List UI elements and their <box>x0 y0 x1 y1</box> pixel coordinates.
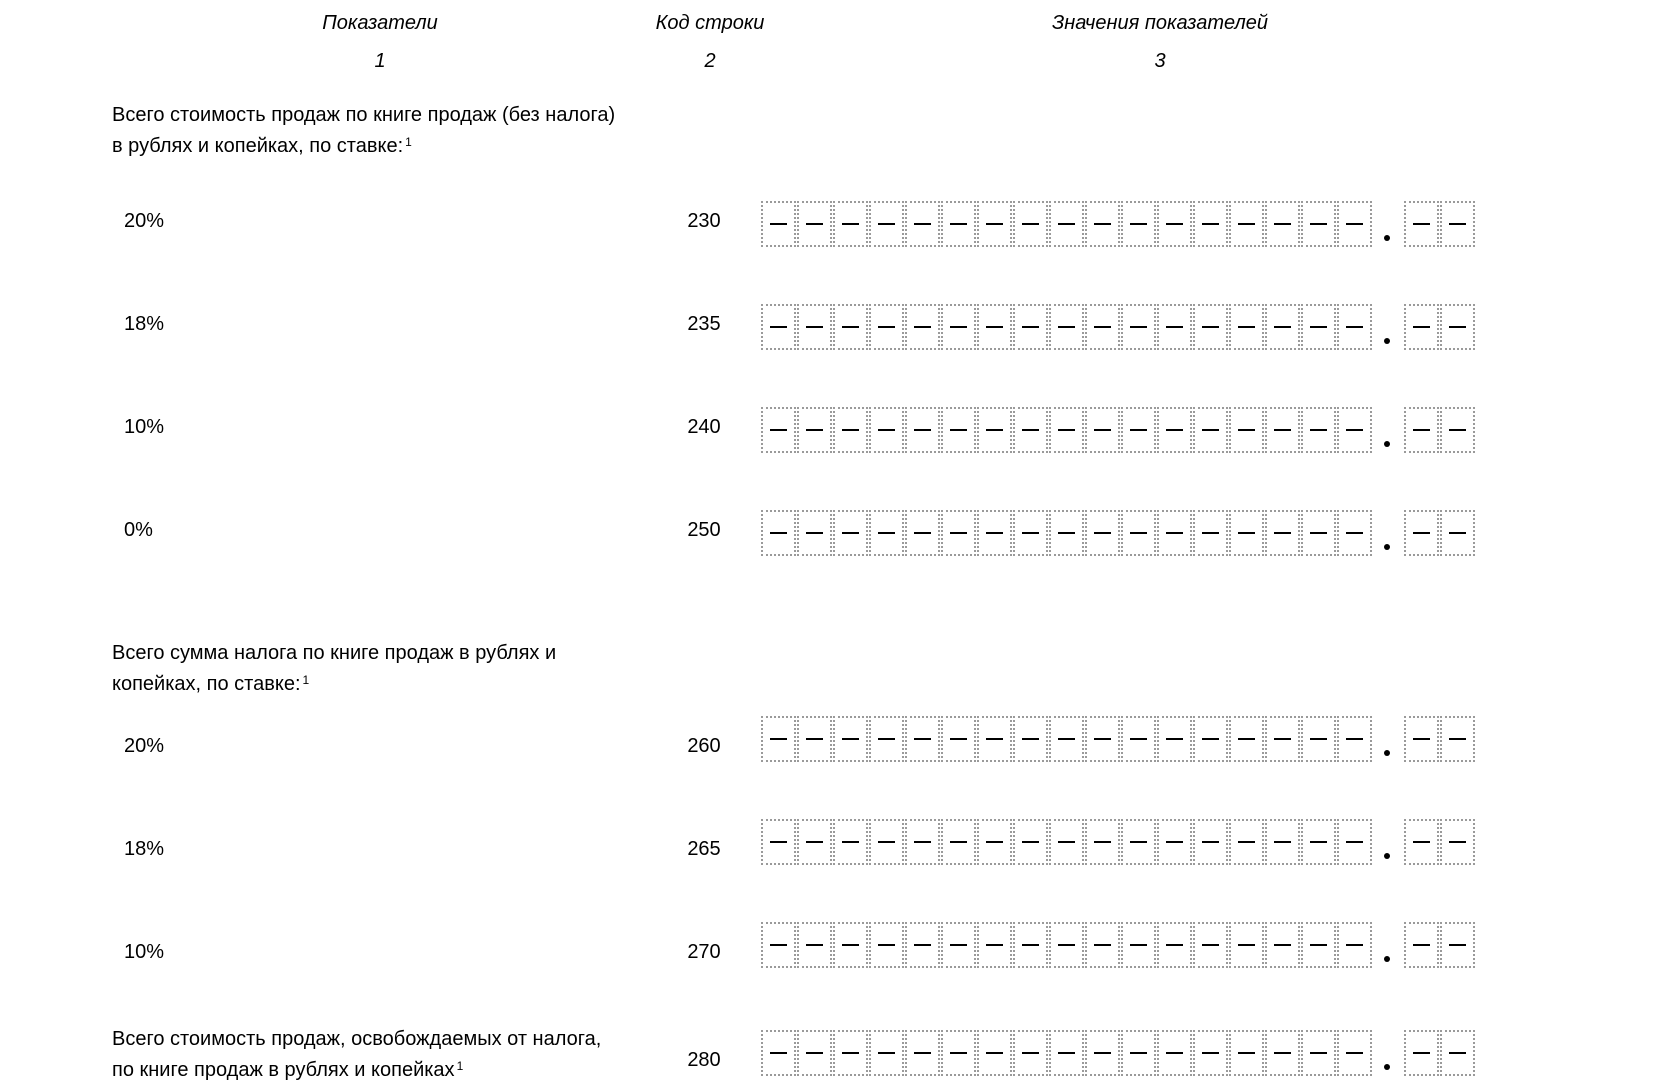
digit-cell[interactable] <box>1157 407 1192 453</box>
digit-cell[interactable] <box>833 510 868 556</box>
digit-cell[interactable] <box>977 716 1012 762</box>
digit-cell[interactable] <box>1085 407 1120 453</box>
digit-cell[interactable] <box>977 407 1012 453</box>
section-sales-value-label <box>112 100 615 162</box>
digit-cell[interactable] <box>941 922 976 968</box>
digit-cell[interactable] <box>1157 201 1192 247</box>
digit-cell[interactable] <box>1121 1030 1156 1076</box>
digit-cell[interactable] <box>1157 922 1192 968</box>
digit-cell[interactable] <box>1265 1030 1300 1076</box>
section-exempt-line2-wrap <box>112 1055 601 1086</box>
decimal-point <box>1384 235 1390 241</box>
digit-cell[interactable] <box>1337 304 1372 350</box>
rate-label: 10% <box>124 941 165 963</box>
digit-cell[interactable] <box>869 510 904 556</box>
decimal-digit-cell[interactable] <box>1440 819 1475 865</box>
line-code: 250 <box>687 519 721 541</box>
digit-cell[interactable] <box>1085 201 1120 247</box>
footnote-marker: 1 <box>456 1059 464 1073</box>
digit-cell[interactable] <box>1229 407 1264 453</box>
decimal-digit-cell[interactable] <box>1404 716 1439 762</box>
digit-cell[interactable] <box>1049 716 1084 762</box>
digit-cell[interactable] <box>1085 819 1120 865</box>
digit-cell[interactable] <box>1121 201 1156 247</box>
digit-cell[interactable] <box>797 716 832 762</box>
digit-cell[interactable] <box>761 922 796 968</box>
digit-cell[interactable] <box>1049 510 1084 556</box>
digit-cell[interactable] <box>1193 922 1228 968</box>
digit-cell[interactable] <box>977 304 1012 350</box>
decimal-point <box>1384 544 1390 550</box>
section-sales-line2: в рублях и копейках, по ставке: <box>112 135 404 157</box>
digit-cell[interactable] <box>833 201 868 247</box>
digit-cell[interactable] <box>1301 1030 1336 1076</box>
decimal-digit-cell[interactable] <box>1404 819 1439 865</box>
column-header-indicators: Показатели <box>322 12 438 34</box>
digit-cell[interactable] <box>941 201 976 247</box>
digit-cell[interactable] <box>1301 510 1336 556</box>
decimal-point <box>1384 956 1390 962</box>
digit-cell[interactable] <box>905 510 940 556</box>
digit-cell[interactable] <box>1013 819 1048 865</box>
digit-cell[interactable] <box>1049 819 1084 865</box>
digit-cell[interactable] <box>1301 819 1336 865</box>
digit-cell[interactable] <box>1121 510 1156 556</box>
decimal-point <box>1384 853 1390 859</box>
digit-cell[interactable] <box>1229 922 1264 968</box>
digit-cell[interactable] <box>1337 510 1372 556</box>
column-header-line-code: Код строки <box>655 12 765 34</box>
digit-cell[interactable] <box>869 1030 904 1076</box>
digit-cell[interactable] <box>1229 201 1264 247</box>
column-number-1: 1 <box>374 50 386 72</box>
section-exempt-sales-label <box>112 1024 601 1086</box>
digit-cell[interactable] <box>1265 922 1300 968</box>
digit-cell[interactable] <box>1013 407 1048 453</box>
line-code: 235 <box>687 313 721 335</box>
digit-cell[interactable] <box>1121 407 1156 453</box>
line-code: 270 <box>687 941 721 963</box>
column-header-values: Значения показателей <box>1051 12 1268 34</box>
digit-cell[interactable] <box>1013 304 1048 350</box>
digit-cell[interactable] <box>869 922 904 968</box>
digit-cell[interactable] <box>1157 304 1192 350</box>
digit-cell[interactable] <box>1013 922 1048 968</box>
digit-cell[interactable] <box>797 922 832 968</box>
decimal-digit-cell[interactable] <box>1404 407 1439 453</box>
decimal-digit-cell[interactable] <box>1404 922 1439 968</box>
digit-cell[interactable] <box>905 922 940 968</box>
digit-cell[interactable] <box>1229 304 1264 350</box>
digit-cell[interactable] <box>941 1030 976 1076</box>
digit-cell[interactable] <box>797 304 832 350</box>
digit-cell[interactable] <box>1337 407 1372 453</box>
digit-cell[interactable] <box>761 407 796 453</box>
section-sales-line2-wrap <box>112 131 615 162</box>
digit-cell[interactable] <box>1265 201 1300 247</box>
digit-cell[interactable] <box>1013 201 1048 247</box>
digit-cell[interactable] <box>1229 819 1264 865</box>
digit-cell[interactable] <box>1121 922 1156 968</box>
digit-cell[interactable] <box>1013 1030 1048 1076</box>
digit-cell[interactable] <box>1121 716 1156 762</box>
digit-cell[interactable] <box>1193 819 1228 865</box>
digit-cell[interactable] <box>797 407 832 453</box>
digit-cell[interactable] <box>905 819 940 865</box>
rate-label: 20% <box>124 210 165 232</box>
decimal-digit-cell[interactable] <box>1440 1030 1475 1076</box>
line-code: 280 <box>687 1049 721 1071</box>
line-code: 260 <box>687 735 721 757</box>
column-number-2: 2 <box>704 50 716 72</box>
digit-cell[interactable] <box>941 407 976 453</box>
decimal-digit-cell[interactable] <box>1440 716 1475 762</box>
decimal-digit-cell[interactable] <box>1440 407 1475 453</box>
digit-cell[interactable] <box>1301 407 1336 453</box>
digit-cell[interactable] <box>1157 819 1192 865</box>
digit-cell[interactable] <box>869 819 904 865</box>
digit-cell[interactable] <box>1085 1030 1120 1076</box>
digit-cell[interactable] <box>1337 716 1372 762</box>
digit-cell[interactable] <box>905 407 940 453</box>
decimal-digit-cell[interactable] <box>1440 201 1475 247</box>
digit-cell[interactable] <box>797 819 832 865</box>
digit-cell[interactable] <box>1049 922 1084 968</box>
digit-cell[interactable] <box>869 407 904 453</box>
digit-cell[interactable] <box>1049 407 1084 453</box>
digit-cell[interactable] <box>833 1030 868 1076</box>
digit-cell[interactable] <box>1157 510 1192 556</box>
digit-cell[interactable] <box>977 1030 1012 1076</box>
digit-cell[interactable] <box>869 304 904 350</box>
digit-cell[interactable] <box>761 716 796 762</box>
digit-cell[interactable] <box>1337 1030 1372 1076</box>
digit-cell[interactable] <box>1229 1030 1264 1076</box>
section-tax-line1: Всего сумма налога по книге продаж в рублях и <box>112 642 557 664</box>
section-tax-line2: копейках, по ставке: <box>112 673 301 695</box>
digit-cell[interactable] <box>1337 819 1372 865</box>
digit-cell[interactable] <box>1301 716 1336 762</box>
digit-cell[interactable] <box>1085 922 1120 968</box>
section-sales-line1: Всего стоимость продаж по книге продаж (без налога) <box>112 104 616 126</box>
digit-cell[interactable] <box>905 1030 940 1076</box>
digit-cell[interactable] <box>833 304 868 350</box>
digit-cell[interactable] <box>1193 407 1228 453</box>
digit-cell[interactable] <box>761 201 796 247</box>
decimal-digit-cell[interactable] <box>1440 922 1475 968</box>
rate-label: 18% <box>124 838 165 860</box>
digit-cell[interactable] <box>1157 716 1192 762</box>
digit-cell[interactable] <box>833 716 868 762</box>
decimal-digit-cell[interactable] <box>1404 1030 1439 1076</box>
digit-cell[interactable] <box>1265 304 1300 350</box>
digit-cell[interactable] <box>977 510 1012 556</box>
decimal-point <box>1384 338 1390 344</box>
digit-cell[interactable] <box>1193 510 1228 556</box>
digit-cell[interactable] <box>1301 304 1336 350</box>
line-code: 240 <box>687 416 721 438</box>
line-code: 230 <box>687 210 721 232</box>
digit-cell[interactable] <box>761 510 796 556</box>
digit-cell[interactable] <box>1013 716 1048 762</box>
decimal-point <box>1384 1064 1390 1070</box>
digit-cell[interactable] <box>941 510 976 556</box>
digit-cell[interactable] <box>977 922 1012 968</box>
digit-cell[interactable] <box>833 922 868 968</box>
decimal-digit-cell[interactable] <box>1404 510 1439 556</box>
line-code: 265 <box>687 838 721 860</box>
digit-cell[interactable] <box>1049 1030 1084 1076</box>
digit-cell[interactable] <box>941 819 976 865</box>
digit-cell[interactable] <box>1193 304 1228 350</box>
digit-cell[interactable] <box>977 819 1012 865</box>
digit-cell[interactable] <box>869 201 904 247</box>
digit-cell[interactable] <box>833 407 868 453</box>
footnote-marker: 1 <box>302 673 310 687</box>
digit-cell[interactable] <box>761 1030 796 1076</box>
decimal-point <box>1384 750 1390 756</box>
digit-cell[interactable] <box>1193 201 1228 247</box>
digit-cell[interactable] <box>1085 716 1120 762</box>
digit-cell[interactable] <box>1229 510 1264 556</box>
footnote-marker: 1 <box>405 135 412 149</box>
digit-cell[interactable] <box>1193 716 1228 762</box>
digit-cell[interactable] <box>905 201 940 247</box>
digit-cell[interactable] <box>1013 510 1048 556</box>
section-tax-line2-wrap <box>112 669 556 700</box>
decimal-digit-cell[interactable] <box>1440 510 1475 556</box>
digit-cell[interactable] <box>869 716 904 762</box>
decimal-digit-cell[interactable] <box>1404 304 1439 350</box>
digit-cell[interactable] <box>1193 1030 1228 1076</box>
digit-cell[interactable] <box>1085 304 1120 350</box>
digit-cell[interactable] <box>1229 716 1264 762</box>
digit-cell[interactable] <box>1121 304 1156 350</box>
digit-cell[interactable] <box>1337 922 1372 968</box>
digit-cell[interactable] <box>1121 819 1156 865</box>
rate-label: 10% <box>124 416 165 438</box>
digit-cell[interactable] <box>1337 201 1372 247</box>
digit-cell[interactable] <box>1265 510 1300 556</box>
digit-cell[interactable] <box>905 304 940 350</box>
digit-cell[interactable] <box>1301 922 1336 968</box>
digit-cell[interactable] <box>761 304 796 350</box>
digit-cell[interactable] <box>1301 201 1336 247</box>
digit-cell[interactable] <box>977 201 1012 247</box>
digit-cell[interactable] <box>941 716 976 762</box>
rate-label: 0% <box>124 519 153 541</box>
digit-cell[interactable] <box>905 716 940 762</box>
digit-cell[interactable] <box>1157 1030 1192 1076</box>
digit-cell[interactable] <box>761 819 796 865</box>
digit-cell[interactable] <box>797 1030 832 1076</box>
digit-cell[interactable] <box>1049 304 1084 350</box>
decimal-digit-cell[interactable] <box>1440 304 1475 350</box>
decimal-digit-cell[interactable] <box>1404 201 1439 247</box>
digit-cell[interactable] <box>1049 201 1084 247</box>
digit-cell[interactable] <box>1265 819 1300 865</box>
digit-cell[interactable] <box>1085 510 1120 556</box>
digit-cell[interactable] <box>1265 716 1300 762</box>
digit-cell[interactable] <box>797 201 832 247</box>
section-exempt-line1: Всего стоимость продаж, освобождаемых от налога, <box>112 1028 602 1050</box>
digit-cell[interactable] <box>797 510 832 556</box>
decimal-point <box>1384 441 1390 447</box>
rate-label: 18% <box>124 313 165 335</box>
rate-label: 20% <box>124 735 165 757</box>
digit-cell[interactable] <box>1265 407 1300 453</box>
section-tax-amount-label <box>112 638 556 700</box>
section-exempt-line2: по книге продаж в рублях и копейках <box>112 1059 455 1081</box>
column-number-3: 3 <box>1154 50 1166 72</box>
digit-cell[interactable] <box>941 304 976 350</box>
digit-cell[interactable] <box>833 819 868 865</box>
